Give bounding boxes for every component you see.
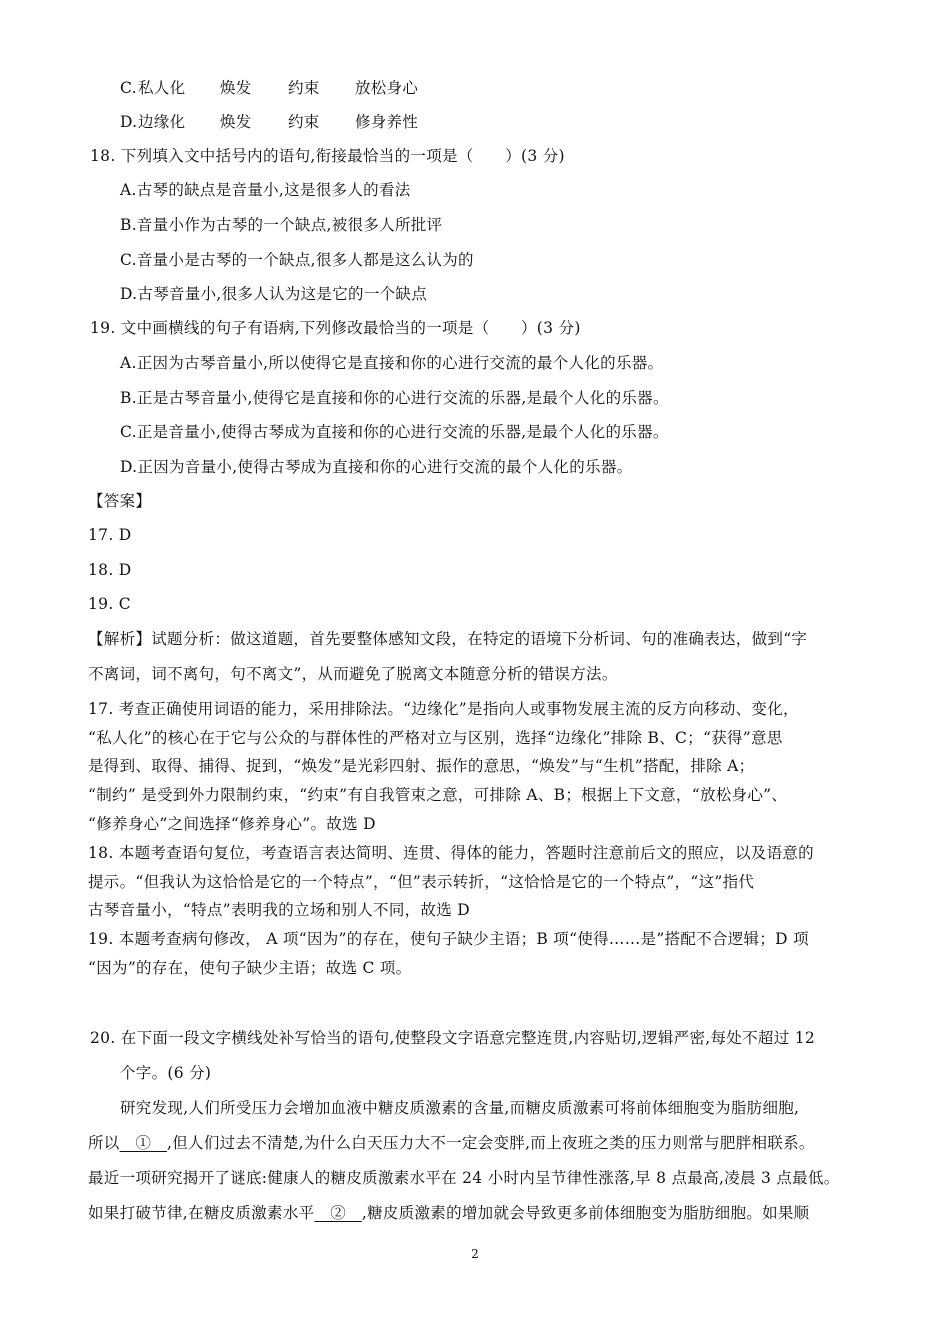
q20-passage-line <box>88 1133 815 1153</box>
option-word-4: 修身养性 <box>355 113 419 131</box>
option-letter: C. <box>120 79 137 97</box>
q18-stem: 18. 下列填入文中括号内的语句,衔接最恰当的一项是（ ）(3 分) <box>90 147 565 165</box>
passage-text: ,糖皮质激素的增加就会导致更多前体细胞变为脂肪细胞。如果顺 <box>361 1204 810 1222</box>
analysis-line: 【解析】试题分析：做这道题，首先要整体感知文段，在特定的语境下分析词、句的准确表达，做到“字 <box>88 630 808 648</box>
answer-18: 18. D <box>88 561 132 579</box>
analysis-line: 18. 本题考查语句复位，考查语言表达简明、连贯、得体的能力，答题时注意前后文的照应，以及语意的 <box>88 844 814 862</box>
option-word-2: 焕发 <box>220 113 252 131</box>
answer-heading: 【答案】 <box>88 492 152 510</box>
q19-option-b: B.正是古琴音量小,使得它是直接和你的心进行交流的乐器,是最个人化的乐器。 <box>120 389 669 407</box>
passage-text: 如果打破节律,在糖皮质激素水平 <box>88 1204 315 1222</box>
option-word-2: 焕发 <box>220 79 252 97</box>
analysis-line: 提示。“但我认为这恰恰是它的一个特点”，“但”表示转折，“这恰恰是它的一个特点”，“这”指代 <box>88 873 755 891</box>
analysis-line: 19. 本题考查病句修改， A 项“因为”的存在，使句子缺少主语；B 项“使得……是”搭配不合逻辑；D 项 <box>88 930 809 948</box>
option-word-1: 边缘化 <box>138 113 186 131</box>
q18-option-a: A.古琴的缺点是音量小,这是很多人的看法 <box>120 181 411 199</box>
q20-passage-line: 研究发现,人们所受压力会增加血液中糖皮质激素的含量,而糖皮质激素可将前体细胞变为脂肪细胞, <box>120 1099 800 1117</box>
page-number: 2 <box>471 1247 479 1261</box>
option-word-1: 私人化 <box>138 79 186 97</box>
q20-passage-line <box>88 1203 809 1223</box>
q19-option-a: A.正因为古琴音量小,所以使得它是直接和你的心进行交流的最个人化的乐器。 <box>120 354 664 372</box>
passage-text: 所以 <box>88 1134 120 1152</box>
option-letter: D. <box>120 113 138 131</box>
option-word-3: 约束 <box>288 113 320 131</box>
analysis-line: 古琴音量小，“特点”表明我的立场和别人不同，故选 D <box>88 901 471 919</box>
analysis-line: “修养身心”之间选择“修养身心”。故选 D <box>88 815 376 833</box>
q18-option-d: D.古琴音量小,很多人认为这是它的一个缺点 <box>120 285 428 303</box>
option-word-3: 约束 <box>288 79 320 97</box>
q20-passage-line: 最近一项研究揭开了谜底:健康人的糖皮质激素水平在 24 小时内呈节律性涨落,早 8 点最高,凌晨 3 点最低。 <box>88 1169 840 1187</box>
q19-option-d: D.正因为音量小,使得古琴成为直接和你的心进行交流的最个人化的乐器。 <box>120 458 633 476</box>
q18-option-c: C.音量小是古琴的一个缺点,很多人都是这么认为的 <box>120 251 474 269</box>
q19-option-c: C.正是音量小,使得古琴成为直接和你的心进行交流的乐器,是最个人化的乐器。 <box>120 423 669 441</box>
q18-option-b: B.音量小作为古琴的一个缺点,被很多人所批评 <box>120 216 443 234</box>
answer-19: 19. C <box>88 595 131 613</box>
analysis-line: 17. 考查正确使用词语的能力，采用排除法。“边缘化”是指向人或事物发展主流的反方向移动、变化， <box>88 700 799 718</box>
analysis-line: “私人化”的核心在于它与公众的与群体性的严格对立与区别，选择“边缘化”排除 B、C；“获得”意思 <box>88 729 783 747</box>
passage-text: ,但人们过去不清楚,为什么白天压力大不一定会变胖,而上夜班之类的压力则常与肥胖相联系。 <box>167 1134 815 1152</box>
blank-2[interactable]: ② <box>314 1204 362 1222</box>
q20-stem-line-1: 20. 在下面一段文字横线处补写恰当的语句,使整段文字语意完整连贯,内容贴切,逻辑严密,每处不超过 12 <box>90 1029 816 1047</box>
q19-stem: 19. 文中画横线的句子有语病,下列修改最恰当的一项是（ ）(3 分) <box>90 319 581 337</box>
analysis-line: “制约” 是受到外力限制约束，“约束”有自我管束之意，可排除 A、B；根据上下文意，“放松身心”、 <box>88 786 788 804</box>
q20-stem-line-2: 个字。(6 分) <box>120 1064 212 1082</box>
analysis-line: “因为”的存在，使句子缺少主语；故选 C 项。 <box>88 959 412 977</box>
analysis-line: 不离词，词不离句，句不离文”，从而避免了脱离文本随意分析的错误方法。 <box>88 665 618 683</box>
analysis-line: 是得到、取得、捕得、捉到，“焕发”是光彩四射、振作的意思，“焕发”与“生机”搭配，排除 A； <box>88 757 755 775</box>
answer-17: 17. D <box>88 526 132 544</box>
option-word-4: 放松身心 <box>355 79 419 97</box>
blank-1[interactable]: ① <box>119 1134 168 1152</box>
